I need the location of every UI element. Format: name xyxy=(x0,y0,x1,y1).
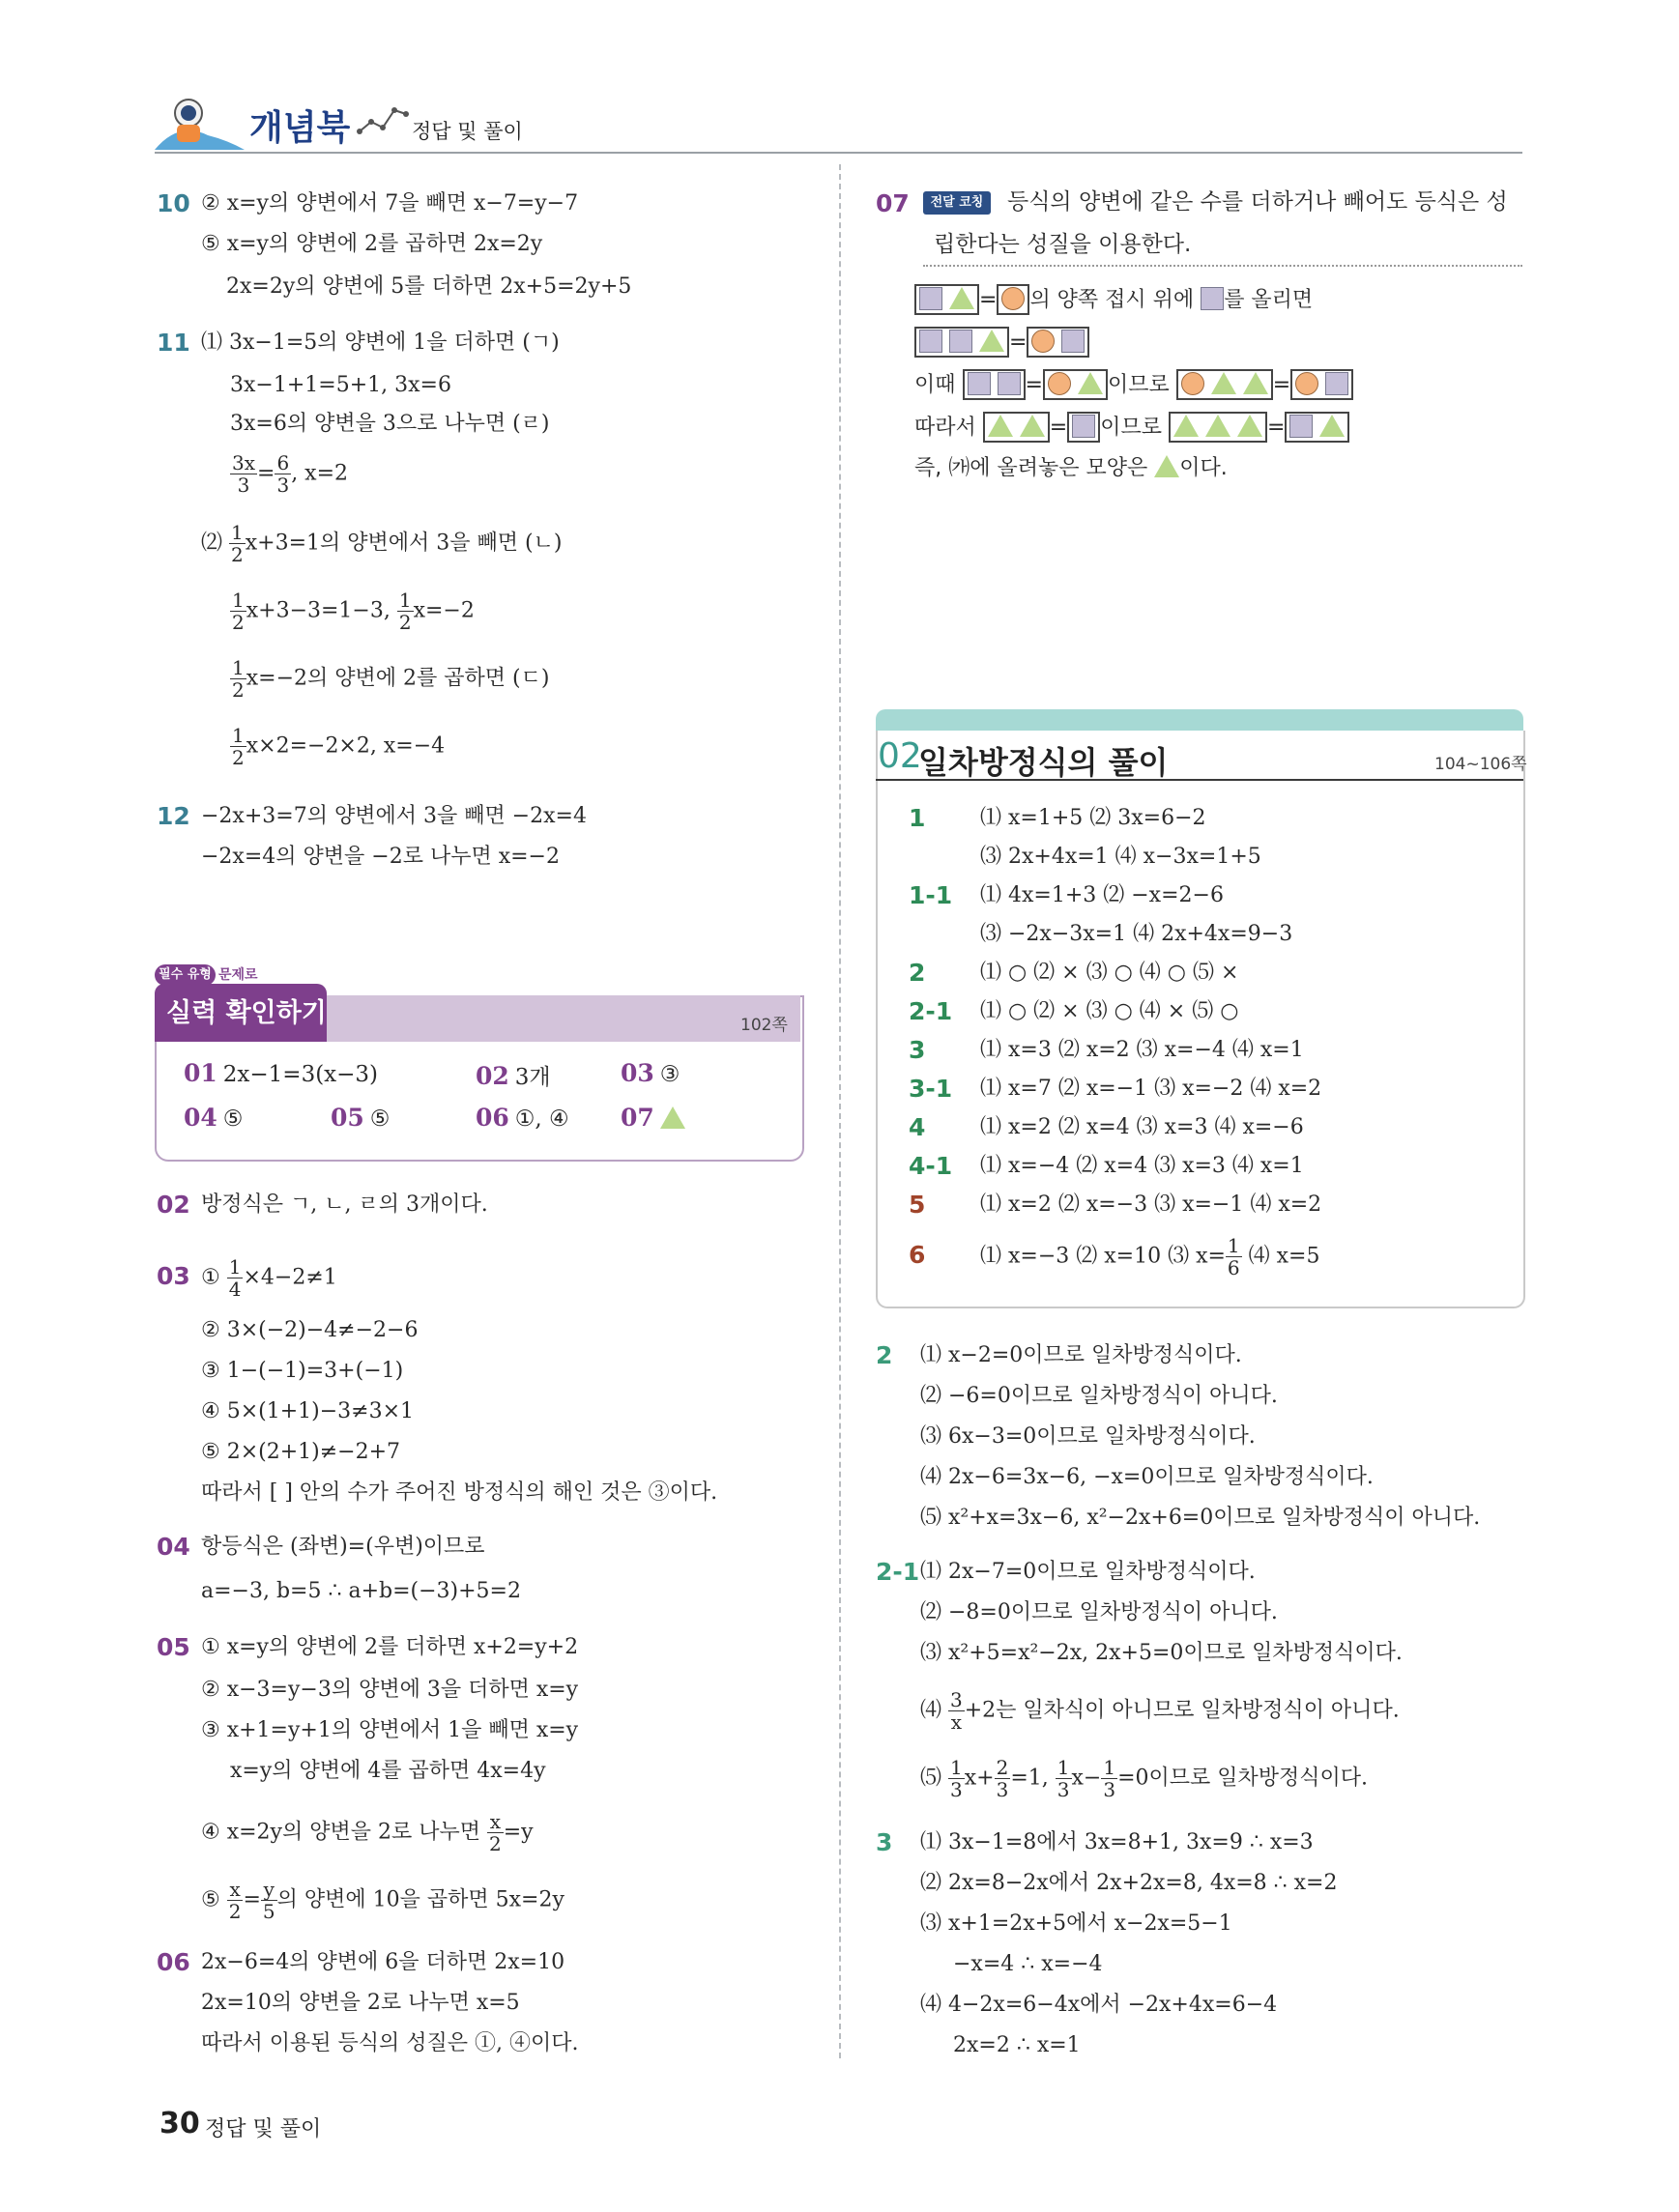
q11-line-5: ⑵ $\frac{1}{2}$ x+3=1의 양변에서 3을 빼면 (ㄴ) xyxy=(201,521,563,566)
a3-line-1: ⑴ 3x−1=8에서 3x=8+1, 3x=9 ∴ x=3 xyxy=(920,1830,1314,1854)
section-top-bar xyxy=(876,709,1523,731)
square-icon xyxy=(1201,287,1224,310)
section-row-answer: ⑴ x=1+5 ⑵ 3x=6−2 xyxy=(980,806,1206,830)
a3-number: 3 xyxy=(876,1828,893,1856)
check-answer: 04 ⑤ xyxy=(184,1104,244,1132)
header-title: 개념북 xyxy=(249,108,351,148)
pan-group xyxy=(997,284,1029,315)
q04-number: 04 xyxy=(157,1533,190,1561)
a3-line-6: 2x=2 ∴ x=1 xyxy=(953,2033,1081,2057)
square-icon xyxy=(949,330,972,353)
q03-line-1: ① $\frac{1}{4}$ ×4−2≠1 xyxy=(201,1255,337,1301)
section-row-answer: ⑴ x=2 ⑵ x=−3 ⑶ x=−1 ⑷ x=2 xyxy=(980,1192,1322,1217)
q07-row-1: = 의 양쪽 접시 위에 를 올리면 xyxy=(914,284,1313,315)
fraction: $\frac{1}{2}$ xyxy=(232,724,245,769)
q06-line-1: 2x−6=4의 양변에 6을 더하면 2x=10 xyxy=(201,1950,565,1974)
q12-line-1: −2x+3=7의 양변에서 3을 빼면 −2x=4 xyxy=(201,804,587,828)
a3-line-5: ⑷ 4−2x=6−4x에서 −2x+4x=6−4 xyxy=(920,1993,1278,2017)
section-row-answer: ⑴ x=3 ⑵ x=2 ⑶ x=−4 ⑷ x=1 xyxy=(980,1038,1304,1062)
q03-number: 03 xyxy=(157,1262,190,1290)
q11-line-2: 3x−1+1=5+1, 3x=6 xyxy=(230,373,451,397)
triangle-icon xyxy=(949,287,974,309)
q11-line-7: $\frac{1}{2}$ x=−2의 양변에 2를 곱하면 (ㄷ) xyxy=(232,656,550,702)
fraction: $\frac{x}{2}$ xyxy=(228,1878,242,1923)
q11-line-1: ⑴ 3x−1=5의 양변에 1을 더하면 (ㄱ) xyxy=(201,330,560,355)
q07-dotted-rule xyxy=(923,265,1522,267)
section-row-answer: ⑴ ○ ⑵ × ⑶ ○ ⑷ × ⑸ ○ xyxy=(980,999,1239,1023)
q07-number: 07 xyxy=(876,189,910,217)
q12-line-2: −2x=4의 양변을 −2로 나누면 x=−2 xyxy=(201,845,560,869)
check-page: 102쪽 xyxy=(740,1016,788,1035)
check-answer: 01 2x−1=3(x−3) xyxy=(184,1059,379,1087)
check-answer: 05 ⑤ xyxy=(331,1104,391,1132)
q11-line-8: $\frac{1}{2}$ x×2=−2×2, x=−4 xyxy=(232,724,446,769)
pan-group xyxy=(1067,412,1100,443)
pan-group xyxy=(1169,412,1267,443)
fraction: $\frac{1}{3}$ xyxy=(1103,1756,1116,1801)
pan-group xyxy=(1027,327,1089,358)
column-divider xyxy=(839,164,841,2058)
a2-line-4: ⑷ 2x−6=3x−6, −x=0이므로 일차방정식이다. xyxy=(920,1465,1374,1489)
check-answer: 03 ③ xyxy=(621,1059,680,1087)
triangle-icon xyxy=(1243,372,1268,394)
section-row-answer: ⑴ x=−4 ⑵ x=4 ⑶ x=3 ⑷ x=1 xyxy=(980,1154,1304,1178)
pan-group xyxy=(914,327,1009,358)
pan-group xyxy=(1043,369,1108,400)
q11-line-4: $\frac{3x}{3}$ = $\frac{6}{3}$ , x=2 xyxy=(232,451,349,497)
section-row-answer: ⑴ 4x=1+3 ⑵ −x=2−6 xyxy=(980,883,1224,907)
section-row-number: 1-1 xyxy=(909,881,953,909)
section-row-answer: ⑴ x=7 ⑵ x=−1 ⑶ x=−2 ⑷ x=2 xyxy=(980,1077,1322,1101)
pan-group xyxy=(1285,412,1349,443)
a21-line-4: ⑷ $\frac{3}{x}$ +2는 일차식이 아니므로 일차방정식이 아니다. xyxy=(920,1688,1400,1734)
check-answer: 02 3개 xyxy=(476,1062,551,1090)
section-row-answer: ⑴ x=−3 ⑵ x=10 ⑶ x= $\frac{1}{6}$ ⑷ x=5 xyxy=(980,1234,1320,1279)
square-icon xyxy=(919,287,942,310)
page-number: 30 xyxy=(159,2107,200,2140)
q11-line-3: 3x=6의 양변을 3으로 나누면 (ㄹ) xyxy=(230,412,550,436)
section-row-answer: ⑴ ○ ⑵ × ⑶ ○ ⑷ ○ ⑸ × xyxy=(980,961,1239,985)
q02-number: 02 xyxy=(157,1191,190,1219)
check-answer: 07 xyxy=(621,1104,685,1132)
header-subtitle: 정답 및 풀이 xyxy=(412,120,523,143)
fraction: $\frac{1}{3}$ xyxy=(950,1756,963,1801)
a2-number: 2 xyxy=(876,1341,893,1369)
q05-line-5: ④ x=2y의 양변을 2로 나누면 $\frac{x}{2}$ =y xyxy=(201,1810,534,1855)
circle-icon xyxy=(1001,287,1025,310)
q03-line-4: ④ 5×(1+1)−3≠3×1 xyxy=(201,1399,415,1423)
header-rule xyxy=(155,152,1522,154)
triangle-icon xyxy=(1078,372,1103,394)
section-number: 02 xyxy=(878,736,922,776)
fraction: $\frac{6}{3}$ xyxy=(276,451,290,497)
pan-group xyxy=(983,412,1050,443)
a3-line-2: ⑵ 2x=8−2x에서 2x+2x=8, 4x=8 ∴ x=2 xyxy=(920,1871,1338,1895)
coaching-badge: 전달 코칭 xyxy=(923,191,991,215)
triangle-icon xyxy=(1205,415,1230,437)
circle-icon xyxy=(1048,372,1071,395)
section-row-answer: ⑴ x=2 ⑵ x=4 ⑶ x=3 ⑷ x=−6 xyxy=(980,1115,1304,1139)
square-icon xyxy=(1061,330,1085,353)
circle-icon xyxy=(1295,372,1318,395)
a21-line-2: ⑵ −8=0이므로 일차방정식이 아니다. xyxy=(920,1600,1278,1624)
q06-number: 06 xyxy=(157,1948,190,1976)
square-icon xyxy=(1072,415,1095,438)
a3-line-4: −x=4 ∴ x=−4 xyxy=(953,1952,1103,1976)
square-icon xyxy=(1325,372,1348,395)
q03-line-5: ⑤ 2×(2+1)≠−2+7 xyxy=(201,1440,401,1464)
fraction: $\frac{1}{6}$ xyxy=(1227,1234,1240,1279)
q03-line-2: ② 3×(−2)−4≠−2−6 xyxy=(201,1318,419,1342)
section-row-number: 4-1 xyxy=(909,1152,953,1180)
a21-line-5: ⑸ $\frac{1}{3}$ x+ $\frac{2}{3}$ =1, $\frac{1}{3}$ x− $\frac{1}{3}$ =0이므로 일차방정식이다. xyxy=(920,1756,1369,1801)
fraction: $\frac{1}{3}$ xyxy=(1057,1756,1070,1801)
a21-number: 2-1 xyxy=(876,1558,920,1586)
q05-line-3: ③ x+1=y+1의 양변에서 1을 빼면 x=y xyxy=(201,1718,579,1742)
a2-line-1: ⑴ x−2=0이므로 일차방정식이다. xyxy=(920,1343,1242,1367)
section-row-number: 1 xyxy=(909,804,926,832)
check-title: 실력 확인하기 xyxy=(166,998,327,1028)
a2-line-3: ⑶ 6x−3=0이므로 일차방정식이다. xyxy=(920,1424,1256,1449)
q06-line-2: 2x=10의 양변을 2로 나누면 x=5 xyxy=(201,1991,520,2015)
a3-line-3: ⑶ x+1=2x+5에서 x−2x=5−1 xyxy=(920,1911,1232,1936)
section-row-number: 6 xyxy=(909,1241,926,1269)
check-pill: 필수 유형 xyxy=(155,964,216,986)
section-row-number: 3-1 xyxy=(909,1075,953,1103)
triangle-icon xyxy=(1020,415,1045,437)
q10-line-2: ⑤ x=y의 양변에 2를 곱하면 2x=2y xyxy=(201,232,543,256)
a21-line-3: ⑶ x²+5=x²−2x, 2x+5=0이므로 일차방정식이다. xyxy=(920,1641,1403,1665)
square-icon xyxy=(998,372,1021,395)
fraction: $\frac{y}{5}$ xyxy=(262,1878,275,1923)
q11-number: 11 xyxy=(157,329,190,357)
footer-label: 정답 및 풀이 xyxy=(205,2117,322,2141)
square-icon xyxy=(919,330,942,353)
section-row-number: 4 xyxy=(909,1113,926,1141)
pan-group xyxy=(914,284,979,315)
q06-line-3: 따라서 이용된 등식의 성질은 ①, ④이다. xyxy=(201,2031,579,2055)
constellation-icon xyxy=(356,102,410,141)
q07-row-2: = xyxy=(914,327,1089,358)
triangle-icon xyxy=(1237,415,1262,437)
triangle-icon xyxy=(1211,372,1236,394)
section-row-number: 5 xyxy=(909,1191,926,1219)
fraction: $\frac{3}{x}$ xyxy=(950,1688,963,1734)
triangle-icon xyxy=(660,1106,685,1129)
a21-line-1: ⑴ 2x−7=0이므로 일차방정식이다. xyxy=(920,1560,1256,1584)
q05-line-6: ⑤ $\frac{x}{2}$ = $\frac{y}{5}$ 의 양변에 10을 곱하면 5x=2y xyxy=(201,1878,564,1923)
fraction: $\frac{x}{2}$ xyxy=(488,1810,502,1855)
check-answer: 06 ①, ④ xyxy=(476,1104,569,1132)
section-row-answer: ⑶ −2x−3x=1 ⑷ 2x+4x=9−3 xyxy=(980,922,1293,946)
astronaut-logo-icon xyxy=(150,92,246,154)
fraction: $\frac{1}{2}$ xyxy=(232,656,245,702)
q05-number: 05 xyxy=(157,1633,190,1661)
triangle-icon xyxy=(988,415,1013,437)
fraction: $\frac{1}{2}$ xyxy=(232,589,245,634)
q07-line-2: 립한다는 성질을 이용한다. xyxy=(934,232,1192,257)
q10-number: 10 xyxy=(157,189,190,217)
fraction: $\frac{1}{4}$ xyxy=(228,1255,242,1301)
section-row-number: 2 xyxy=(909,959,926,987)
section-row-number: 3 xyxy=(909,1036,926,1064)
q07-line-1: 등식의 양변에 같은 수를 더하거나 빼어도 등식은 성 xyxy=(1007,189,1508,215)
section-title: 일차방정식의 풀이 xyxy=(918,744,1169,781)
q03-line-3: ③ 1−(−1)=3+(−1) xyxy=(201,1359,404,1383)
q02-text: 방정식은 ㄱ, ㄴ, ㄹ의 3개이다. xyxy=(201,1192,488,1217)
check-pill-label: 문제로 xyxy=(218,967,258,983)
fraction: $\frac{2}{3}$ xyxy=(996,1756,1009,1801)
triangle-icon xyxy=(1173,415,1199,437)
triangle-icon xyxy=(979,330,1004,352)
q11-line-6: $\frac{1}{2}$ x+3−3=1−3, $\frac{1}{2}$ x=−2 xyxy=(232,589,475,634)
q05-line-1: ① x=y의 양변에 2를 더하면 x+2=y+2 xyxy=(201,1635,579,1659)
q05-line-4: x=y의 양변에 4를 곱하면 4x=4y xyxy=(230,1759,546,1783)
q07-row-5: 즉, ㈎에 올려놓은 모양은 이다. xyxy=(914,456,1228,480)
section-row-answer: ⑶ 2x+4x=1 ⑷ x−3x=1+5 xyxy=(980,845,1261,869)
square-icon xyxy=(968,372,991,395)
a2-line-2: ⑵ −6=0이므로 일차방정식이 아니다. xyxy=(920,1384,1278,1408)
q07-row-3: 이때 = 이므로 = xyxy=(914,369,1353,400)
pan-group xyxy=(1290,369,1353,400)
q03-line-6: 따라서 [ ] 안의 수가 주어진 방정식의 해인 것은 ③이다. xyxy=(201,1480,718,1505)
section-page: 104~106쪽 xyxy=(1434,755,1527,774)
section-row-number: 2-1 xyxy=(909,997,953,1025)
q04-line-1: 항등식은 (좌변)=(우변)이므로 xyxy=(201,1535,485,1559)
square-icon xyxy=(1289,415,1313,438)
q05-line-2: ② x−3=y−3의 양변에 3을 더하면 x=y xyxy=(201,1678,579,1702)
q10-line-3: 2x=2y의 양변에 5를 더하면 2x+5=2y+5 xyxy=(226,274,632,299)
a2-line-5: ⑸ x²+x=3x−6, x²−2x+6=0이므로 일차방정식이 아니다. xyxy=(920,1506,1481,1530)
fraction: $\frac{3x}{3}$ xyxy=(232,451,256,497)
q12-number: 12 xyxy=(157,802,190,830)
q07-row-4: 따라서 = 이므로 = xyxy=(914,412,1349,443)
circle-icon xyxy=(1181,372,1204,395)
fraction: $\frac{1}{2}$ xyxy=(398,589,412,634)
circle-icon xyxy=(1031,330,1055,353)
triangle-icon xyxy=(1319,415,1345,437)
pan-group xyxy=(1176,369,1273,400)
q04-line-2: a=−3, b=5 ∴ a+b=(−3)+5=2 xyxy=(201,1579,521,1603)
pan-group xyxy=(963,369,1026,400)
q10-line-1: ② x=y의 양변에서 7을 빼면 x−7=y−7 xyxy=(201,191,579,215)
fraction: $\frac{1}{2}$ xyxy=(231,521,244,566)
triangle-icon xyxy=(1154,455,1179,477)
